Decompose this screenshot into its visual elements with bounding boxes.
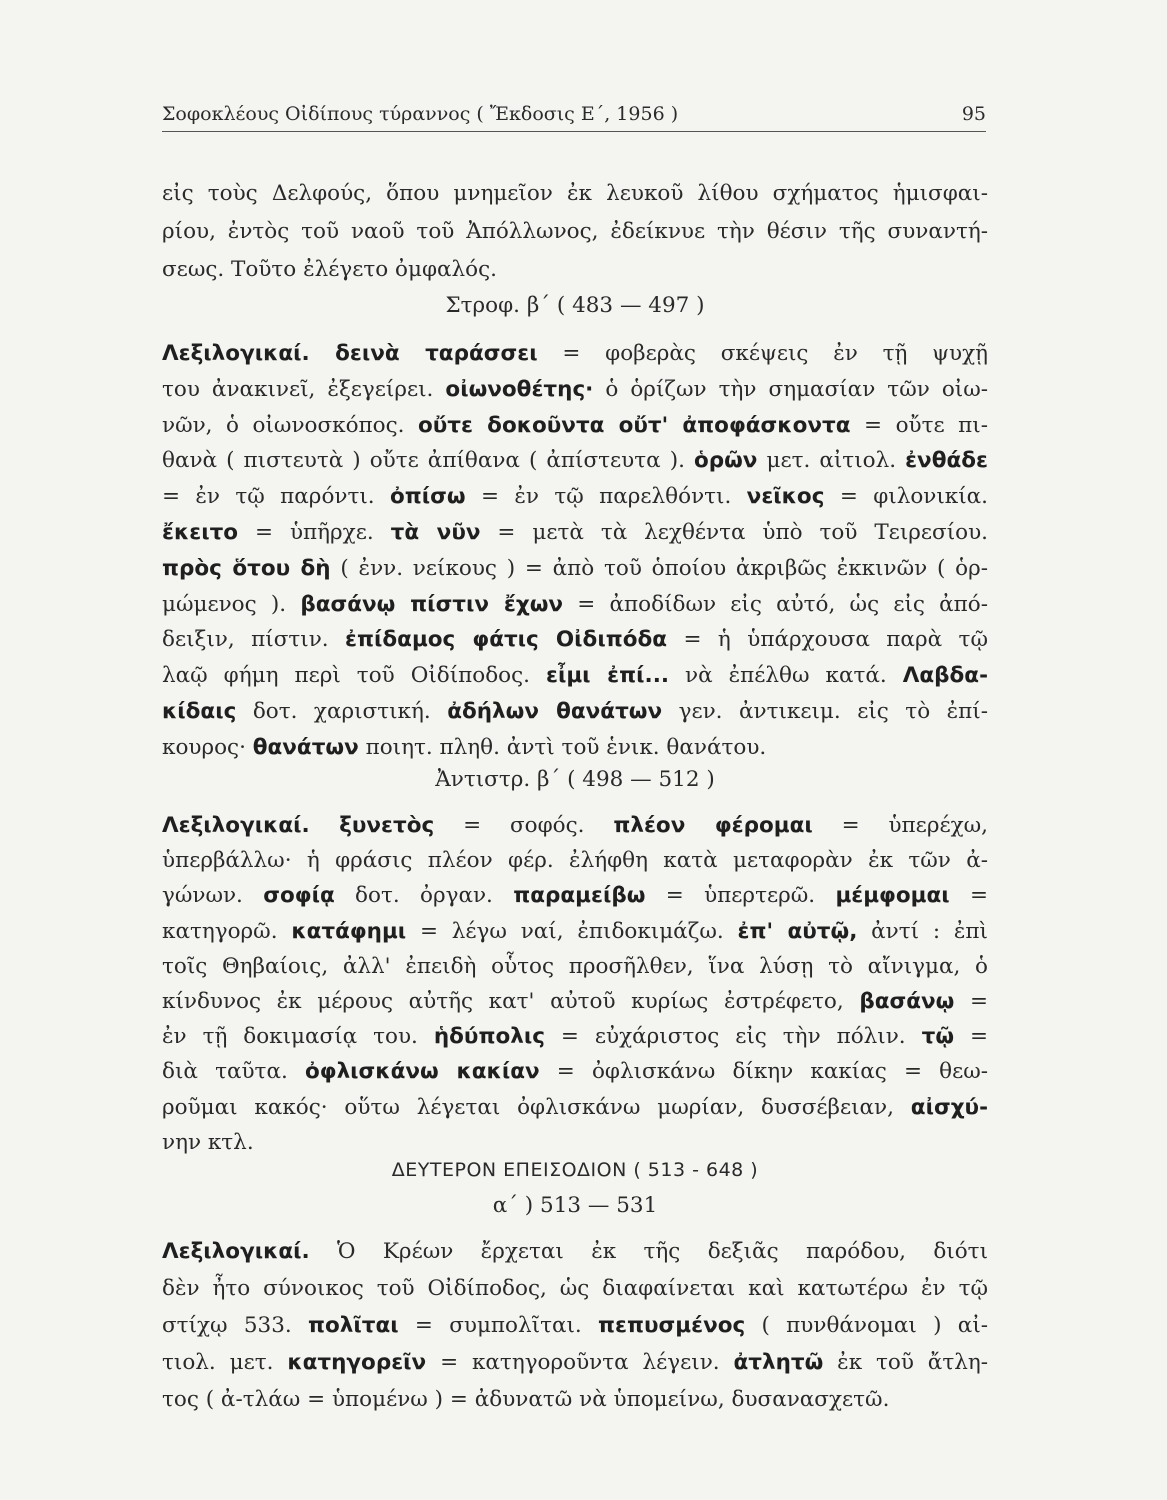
gloss-text: ( πυνθάνομαι ) αἰ- — [745, 1313, 989, 1338]
text-line — [162, 1090, 988, 1126]
gloss-text: νὰ ἐπέλθω κατά. — [669, 663, 903, 689]
text-line: ρίου, ἐντὸς τοῦ ναοῦ τοῦ Ἀπόλλωνος, ἐδείκνυε τὴν θέσιν τῆς συναντή- — [162, 219, 988, 244]
gloss-text: = φοβερὰς σκέψεις ἐν τῇ ψυχῇ — [537, 341, 988, 366]
text-line — [162, 1271, 988, 1307]
gloss-text: = εὐχάριστος εἰς τὴν πόλιν. — [544, 1024, 922, 1050]
text-line — [162, 1382, 988, 1418]
gloss-text: τος ( ἀ-τλάω = ὑπομένω ) = ἀδυνατῶ νὰ ὑπομείνω, δυσανασχετῶ. — [162, 1387, 890, 1412]
text-line — [162, 515, 988, 551]
gloss-text: μετ. αἰτιολ. — [757, 448, 906, 474]
text-line — [162, 1054, 988, 1090]
gloss-text: κατηγορῶ. — [162, 918, 292, 944]
text-line — [162, 1308, 988, 1344]
gloss-text: τιολ. μετ. — [162, 1350, 288, 1375]
gloss-text: ἀντί : ἐπὶ — [857, 918, 988, 944]
running-header — [162, 101, 986, 132]
lemma-term: ἀτλητῶ — [733, 1350, 824, 1375]
lemma-term: ξυνετὸς — [309, 813, 435, 838]
lemma-term: κίδαις — [162, 699, 237, 724]
lemma-term: δεινὰ ταράσσει — [309, 341, 538, 366]
lemma-term: πλέον φέρομαι — [613, 813, 813, 838]
gloss-text: = ὑπῆρχε. — [238, 520, 391, 545]
lemma-term: ὀφλισκάνω κακίαν — [304, 1059, 540, 1085]
gloss-text: ροῦμαι κακός· οὕτω λέγεται ὀφλισκάνω μωρίαν, δυσσέβειαν, — [162, 1094, 911, 1120]
lemma-term: ἡδύπολις — [433, 1024, 545, 1050]
gloss-text: = ἐν τῷ παρελθόντι. — [465, 484, 747, 510]
gloss-text: νην κτλ. — [162, 1129, 254, 1155]
text-line — [162, 808, 988, 844]
text-line — [162, 878, 988, 914]
lemma-term: Λεξιλογικαί. — [162, 1239, 310, 1264]
lemma-term: ἔκειτο — [162, 520, 239, 545]
text-line — [162, 336, 988, 372]
lemma-term: ὁρῶν — [693, 448, 758, 474]
gloss-text: = ὑπερτερῶ. — [645, 883, 836, 909]
gloss-text: διὰ ταῦτα. — [162, 1059, 305, 1085]
lemma-term: παραμείβω — [513, 883, 646, 909]
lemma-term: βασάνῳ — [859, 989, 955, 1014]
lemma-term: οὔτε δοκοῦντα οὔτ' ἀποφάσκοντα — [418, 412, 851, 438]
gloss-text: μώμενος ). — [162, 591, 301, 617]
gloss-text: δὲν ἦτο σύνοικος τοῦ Οἰδίποδος, ὡς διαφαίνεται καὶ κατωτέρω ἐν τῷ — [162, 1276, 988, 1301]
gloss-text: κουρος· — [162, 734, 253, 760]
lemma-term: οἰωνοθέτης· — [445, 376, 594, 402]
gloss-text: του ἀνακινεῖ, ἐξεγείρει. — [162, 376, 446, 402]
lemma-term: αἰσχύ- — [910, 1094, 988, 1120]
lemma-term: Λεξιλογικαί. — [162, 813, 310, 838]
text-line — [162, 949, 988, 985]
gloss-text: ( ἐνν. νείκους ) = ἀπὸ τοῦ ὁποίου ἀκριβῶς ἐκκινῶν ( ὁρ- — [330, 555, 988, 581]
lemma-term: κατάφημι — [291, 918, 407, 944]
gloss-text: = λέγω ναί, ἐπιδοκιμάζω. — [406, 918, 738, 944]
text-line — [162, 479, 988, 515]
lemma-term: πρὸς ὅτου δὴ — [162, 555, 331, 581]
text-line — [162, 408, 988, 444]
gloss-text: κίνδυνος ἐκ μέρους αὐτῆς κατ' αὐτοῦ κυρίως ἐστρέφετο, — [162, 989, 860, 1014]
lemma-term: εἶμι ἐπί... — [545, 663, 670, 689]
gloss-text: ὑπερβάλλω· ἡ φράσις πλέον φέρ. ἐλήφθη κατὰ μεταφορὰν ἐκ τῶν ἀ- — [162, 848, 988, 874]
gloss-text: = ἀποδίδων εἰς αὐτό, ὡς εἰς ἀπό- — [563, 591, 988, 617]
text-line: εἰς τοὺς Δελφούς, ὅπου μνημεῖον ἐκ λευκοῦ λίθου σχήματος ἡμισφαι- — [162, 181, 988, 206]
lemma-term: ἐνθάδε — [905, 448, 988, 474]
gloss-text: = ἡ ὑπάρχουσα παρὰ τῷ — [667, 627, 988, 653]
lemma-term: τῷ — [921, 1024, 955, 1050]
gloss-text: θανὰ ( πιστευτὰ ) οὔτε ἀπίθανα ( ἀπίστευτα ). — [162, 448, 694, 474]
text-line — [162, 658, 988, 694]
text-line — [162, 1345, 988, 1381]
gloss-text: στίχῳ 533. — [162, 1313, 308, 1338]
gloss-text: δοτ. ὀργαν. — [334, 883, 514, 909]
text-line — [162, 1019, 988, 1055]
text-line — [162, 984, 988, 1020]
lemma-term: ἐπίδαμος φάτις Οἰδιπόδα — [345, 627, 668, 653]
gloss-text: = φιλονικία. — [824, 484, 988, 510]
gloss-text: ὁ ὁρίζων τὴν σημασίαν τῶν οἰω- — [593, 376, 988, 402]
gloss-text: = κατηγοροῦντα λέγειν. — [426, 1350, 734, 1375]
gloss-text: δοτ. χαριστική. — [236, 699, 448, 724]
episode-heading: ΔΕΥΤΕΡΟΝ ΕΠΕΙΣΟΔΙΟΝ ( 513 - 648 ) — [391, 1159, 759, 1181]
text-line — [162, 694, 988, 730]
gloss-text: = ἐν τῷ παρόντι. — [162, 484, 390, 510]
lemma-term: πολῖται — [308, 1313, 399, 1338]
text-line: σεως. Τοῦτο ἐλέγετο ὀμφαλός. — [162, 257, 497, 282]
lemma-term: Λεξιλογικαί. — [162, 341, 310, 366]
gloss-text: = μετὰ τὰ λεχθέντα ὑπὸ τοῦ Τειρεσίου. — [480, 520, 988, 545]
gloss-text: τοῖς Θηβαίοις, ἀλλ' ἐπειδὴ οὗτος προσῆλθεν, ἵνα λύσῃ τὸ αἴνιγμα, ὁ — [162, 953, 988, 979]
gloss-text: ἐν τῇ δοκιμασίᾳ του. — [162, 1024, 434, 1050]
section-heading: α΄ ) 513 — 531 — [492, 1193, 658, 1218]
gloss-text: = — [949, 883, 988, 909]
lemma-term: βασάνῳ πίστιν ἔχων — [300, 591, 564, 617]
strophe-heading: Στροφ. β΄ ( 483 — 497 ) — [445, 293, 705, 318]
gloss-text: ποιητ. πληθ. ἀντὶ τοῦ ἑνικ. θανάτου. — [358, 734, 767, 760]
lemma-term: κατηγορεῖν — [287, 1350, 427, 1375]
text-line — [162, 730, 988, 766]
lemma-term: νεῖκος — [746, 484, 825, 510]
gloss-text: = συμπολῖται. — [398, 1313, 599, 1338]
lemma-term: θανάτων — [252, 734, 359, 760]
gloss-text: νῶν, ὁ οἰωνοσκόπος. — [162, 412, 419, 438]
antistrophe-heading: Ἀντιστρ. β΄ ( 498 — 512 ) — [435, 767, 715, 792]
lemma-term: πεπυσμένος — [598, 1313, 746, 1338]
lemma-term: ἀδήλων θανάτων — [447, 699, 663, 724]
gloss-text: δειξιν, πίστιν. — [162, 627, 346, 653]
lemma-term: ὀπίσω — [390, 484, 466, 510]
text-line — [162, 1234, 988, 1270]
text-line — [162, 372, 988, 408]
lemma-term: μέμφομαι — [835, 883, 950, 909]
gloss-text: λαῷ φήμη περὶ τοῦ Οἰδίποδος. — [162, 663, 546, 689]
gloss-text: γώνων. — [162, 883, 264, 909]
text-line — [162, 914, 988, 950]
gloss-text: = ὀφλισκάνω δίκην κακίας = θεω- — [539, 1059, 989, 1085]
gloss-text: Ὁ Κρέων ἔρχεται ἐκ τῆς δεξιᾶς παρόδου, διότι — [309, 1239, 988, 1264]
header-title: Σοφοκλέους Οἰδίπους τύραννος ( Ἔκδοσις Ε΄, 1956 ) — [162, 103, 679, 125]
gloss-text: = ὑπερέχω, — [812, 813, 988, 838]
gloss-text: ἐκ τοῦ ἄτλη- — [823, 1350, 988, 1375]
text-line — [162, 587, 988, 623]
gloss-text: = — [954, 989, 988, 1014]
lemma-term: ἐπ' αὐτῷ, — [737, 918, 858, 944]
text-line — [162, 622, 988, 658]
lemma-term: τὰ νῦν — [390, 520, 481, 545]
lemma-term: σοφίᾳ — [263, 883, 335, 909]
gloss-text: γεν. ἀντικειμ. εἰς τὸ ἐπί- — [662, 699, 988, 724]
page-number: 95 — [961, 103, 986, 125]
text-line — [162, 443, 988, 479]
gloss-text: = σοφός. — [434, 813, 614, 838]
lemma-term: Λαβδα- — [902, 663, 988, 689]
text-line — [162, 551, 988, 587]
gloss-text: = οὔτε πι- — [850, 412, 988, 438]
gloss-text: = — [954, 1024, 988, 1050]
text-line — [162, 843, 988, 879]
